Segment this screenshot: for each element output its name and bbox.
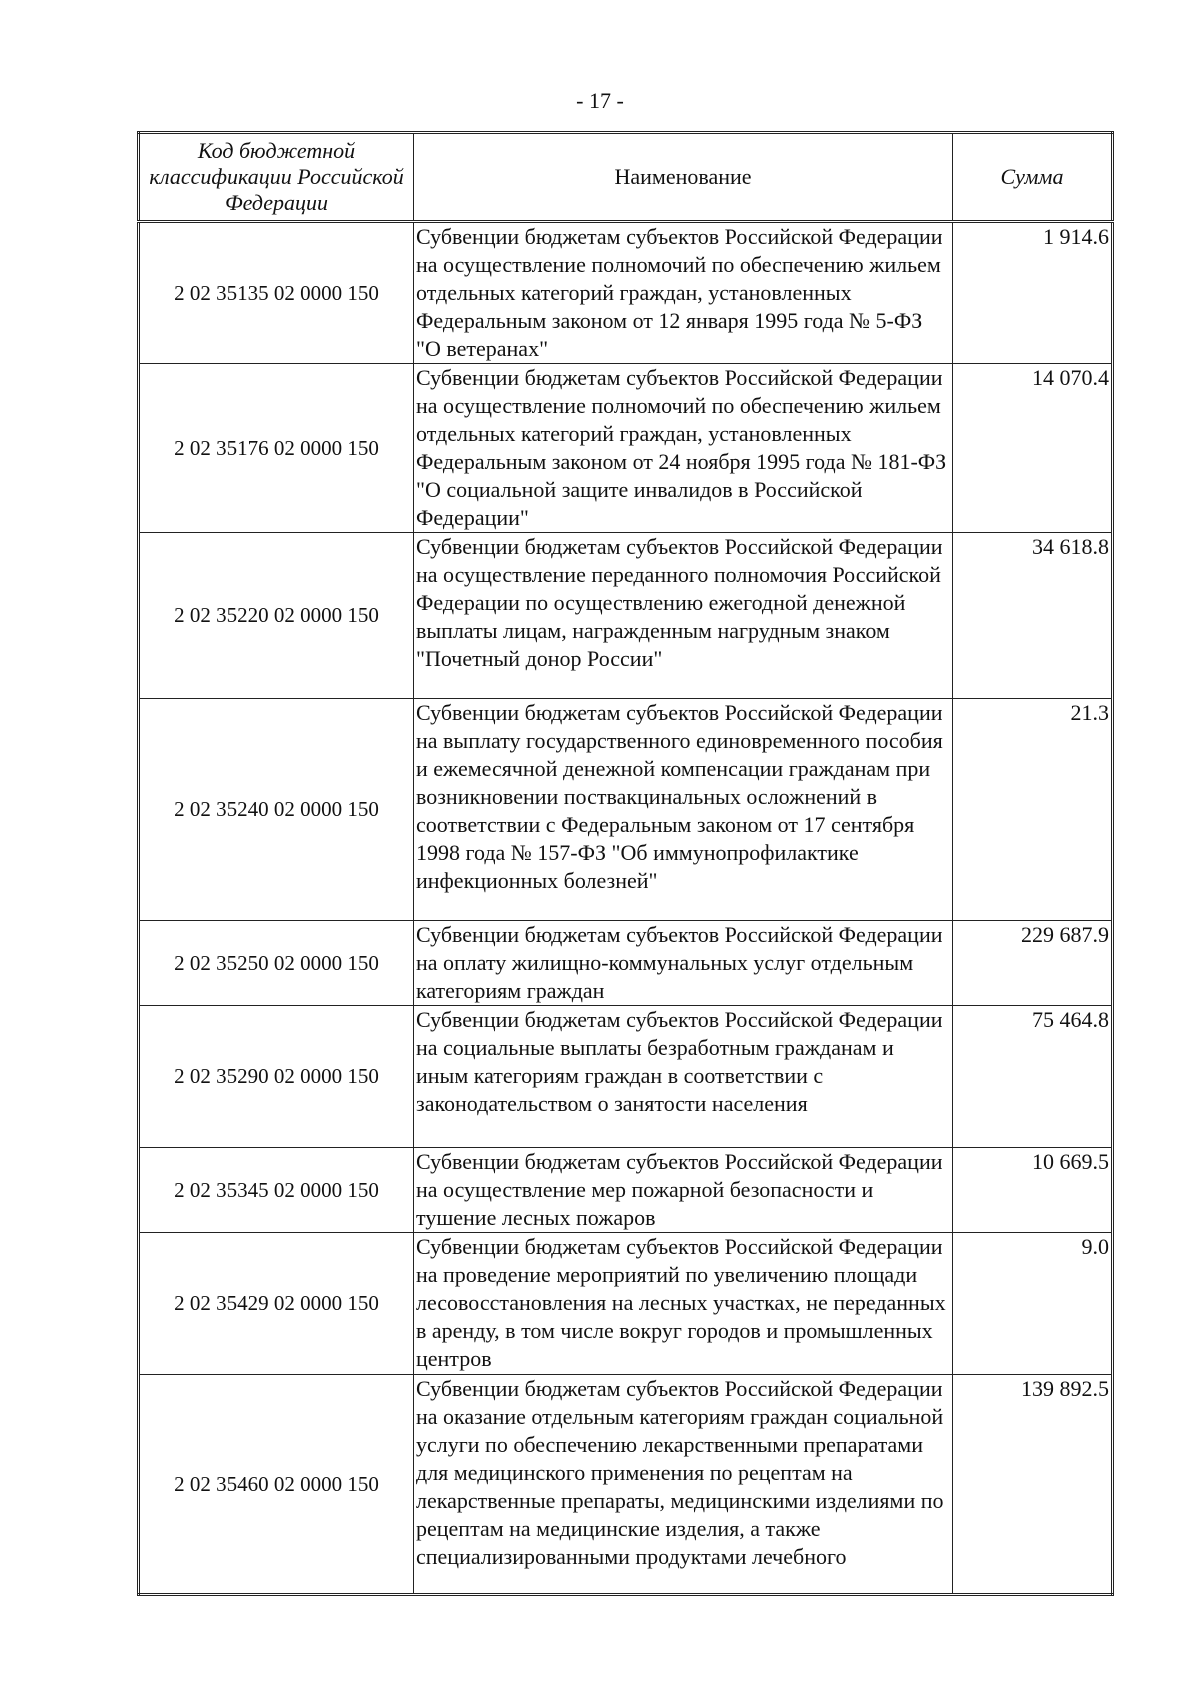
cell-sum: 10 669.5 <box>953 1148 1113 1233</box>
cell-name: Субвенции бюджетам субъектов Российской Федерации на осуществление мер пожарной безопасности и тушение лесных пожаров <box>414 1148 953 1233</box>
header-name: Наименование <box>414 133 953 222</box>
cell-name: Субвенции бюджетам субъектов Российской Федерации на осуществление переданного полномочия Российской Федерации по осуществлению ежегодной денежной выплаты лицам, награжденным нагрудным знаком "Почетный донор России" <box>414 533 953 699</box>
cell-code: 2 02 35220 02 0000 150 <box>139 533 414 699</box>
header-code: Код бюджетной классификации Российской Федерации <box>139 133 414 222</box>
cell-name: Субвенции бюджетам субъектов Российской Федерации на оказание отдельным категориям граждан социальной услуги по обеспечению лекарственными препаратами для медицинского применения по рецептам на лекарственные препараты, медицинскими изделиями по рецептам на медицинские изделия, а также специализированными продуктами лечебного <box>414 1375 953 1595</box>
cell-name: Субвенции бюджетам субъектов Российской Федерации на осуществление полномочий по обеспечению жильем отдельных категорий граждан, установленных Федеральным законом от 12 января 1995 года № 5-ФЗ "О ветеранах" <box>414 222 953 364</box>
table-row <box>139 364 1113 533</box>
cell-code: 2 02 35176 02 0000 150 <box>139 364 414 533</box>
table-row <box>139 1233 1113 1375</box>
cell-code: 2 02 35460 02 0000 150 <box>139 1375 414 1595</box>
budget-table <box>137 131 1114 1596</box>
cell-name: Субвенции бюджетам субъектов Российской Федерации на социальные выплаты безработным гражданам и иным категориям граждан в соответствии с законодательством о занятости населения <box>414 1006 953 1148</box>
cell-code: 2 02 35429 02 0000 150 <box>139 1233 414 1375</box>
table-row <box>139 1375 1113 1595</box>
table-row <box>139 921 1113 1006</box>
cell-code: 2 02 35250 02 0000 150 <box>139 921 414 1006</box>
cell-sum: 139 892.5 <box>953 1375 1113 1595</box>
cell-sum: 1 914.6 <box>953 222 1113 364</box>
table-row <box>139 1148 1113 1233</box>
cell-code: 2 02 35290 02 0000 150 <box>139 1006 414 1148</box>
cell-code: 2 02 35135 02 0000 150 <box>139 222 414 364</box>
cell-sum: 34 618.8 <box>953 533 1113 699</box>
cell-code: 2 02 35240 02 0000 150 <box>139 699 414 921</box>
table-row <box>139 222 1113 364</box>
cell-sum: 229 687.9 <box>953 921 1113 1006</box>
cell-name: Субвенции бюджетам субъектов Российской Федерации на проведение мероприятий по увеличению площади лесовосстановления на лесных участках, не переданных в аренду, в том числе вокруг городов и промышленных центров <box>414 1233 953 1375</box>
header-sum: Сумма <box>953 133 1113 222</box>
cell-name: Субвенции бюджетам субъектов Российской Федерации на выплату государственного единовременного пособия и ежемесячной денежной компенсации гражданам при возникновении поствакцинальных осложнений в соответствии с Федеральным законом от 17 сентября 1998 года № 157-ФЗ "Об иммунопрофилактике инфекционных болезней" <box>414 699 953 921</box>
cell-code: 2 02 35345 02 0000 150 <box>139 1148 414 1233</box>
cell-sum: 75 464.8 <box>953 1006 1113 1148</box>
cell-sum: 9.0 <box>953 1233 1113 1375</box>
table-row <box>139 1006 1113 1148</box>
cell-name: Субвенции бюджетам субъектов Российской Федерации на оплату жилищно-коммунальных услуг отдельным категориям граждан <box>414 921 953 1006</box>
cell-sum: 14 070.4 <box>953 364 1113 533</box>
cell-sum: 21.3 <box>953 699 1113 921</box>
table-row <box>139 533 1113 699</box>
cell-name: Субвенции бюджетам субъектов Российской Федерации на осуществление полномочий по обеспечению жильем отдельных категорий граждан, установленных Федеральным законом от 24 ноября 1995 года № 181-ФЗ "О социальной защите инвалидов в Российской Федерации" <box>414 364 953 533</box>
table-row <box>139 699 1113 921</box>
table-header-row <box>139 133 1113 222</box>
page-number: - 17 - <box>576 88 624 113</box>
